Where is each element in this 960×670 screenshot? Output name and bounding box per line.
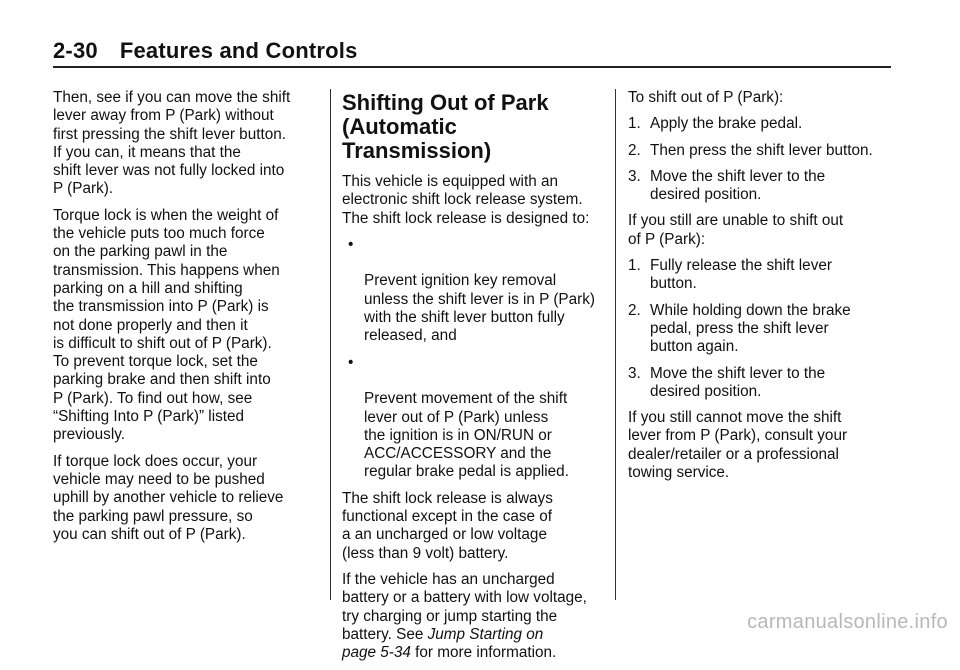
numbered-list [628,115,898,204]
list-item-text: Prevent ignition key removal unless the shift lever is in P (Park) with the shift lever button fully released, and [364,272,595,345]
paragraph-text: for more information. [410,644,557,662]
header-divider [53,66,891,68]
step-number: 1. [628,257,641,275]
list-item-text: Then press the shift lever button. [650,141,873,159]
paragraph: The shift lock release is always functional except in the case of a an uncharged or low voltage (less than 9 volt) battery. [342,489,553,562]
column-right [628,89,898,490]
list-item-text: Apply the brake pedal. [650,115,803,133]
paragraph-text: If the vehicle has an uncharged battery or a battery with low voltage, try charging or jump starting the battery. See [342,570,587,643]
list-item [628,115,898,133]
paragraph: This vehicle is equipped with an electronic shift lock release system. The shift lock release is designed to: [342,173,590,227]
page-title: Features and Controls [119,38,358,63]
page-header [53,38,358,64]
bullet-icon: • [348,235,354,253]
paragraph: If you still cannot move the shift lever from P (Park), consult your dealer/retailer or a professional towing service. [628,409,848,482]
list-item-text: Prevent movement of the shift lever out of P (Park) unless the ignition is in ON/RUN or ACC/ACCESSORY and the regular brake pedal is applied. [364,390,569,481]
list-item [628,302,898,357]
list-item [342,236,612,346]
list-item [342,354,612,482]
step-number: 3. [628,364,641,382]
list-item-text: Move the shift lever to the desired position. [650,364,826,400]
paragraph: If you still are unable to shift out of P (Park): [628,212,844,248]
list-item-text: While holding down the brake pedal, press the shift lever button again. [650,301,851,356]
paragraph [342,571,612,662]
list-item [628,365,898,402]
paragraph: Then, see if you can move the shift lever away from P (Park) without first pressing the shift lever button. If you can, it means that the shift lever was not fully locked into P (Park). [53,89,291,198]
column-divider [330,89,331,600]
list-item [628,168,898,205]
list-item-text: Move the shift lever to the desired position. [650,167,826,204]
paragraph: If torque lock does occur, your vehicle may need to be pushed uphill by another vehicle to relieve the parking pawl pressure, so you can shift out of P (Park). [53,452,284,543]
bullet-icon: • [348,353,354,371]
list-item [628,142,898,160]
paragraph: Torque lock is when the weight of the vehicle puts too much force on the parking pawl in the transmission. This happens when parking on a hill and shifting the transmission into P (Park) is not done properly and then it is difficult to shift out of P (Park). To prevent torque lock, set the parking brake and then shift into P (Park). To find out how, see “Shifting Into P (Park)” listed previously. [53,206,280,444]
list-item-text: Fully release the shift lever button. [650,257,832,293]
step-number: 2. [628,301,641,319]
column-left [53,89,315,552]
step-number: 1. [628,115,641,133]
list-item [628,257,898,294]
page-number: 2-30 [53,38,98,63]
step-number: 2. [628,141,641,159]
section-heading: Shifting Out of Park (Automatic Transmission) [342,90,549,163]
column-divider [615,89,616,600]
paragraph: To shift out of P (Park): [628,89,784,106]
column-middle [342,91,612,670]
step-number: 3. [628,167,641,185]
watermark: carmanualsonline.info [747,611,948,633]
bullet-list [342,236,612,482]
cross-reference-link[interactable]: Jump Starting on page 5-34 [342,625,544,662]
numbered-list [628,257,898,401]
